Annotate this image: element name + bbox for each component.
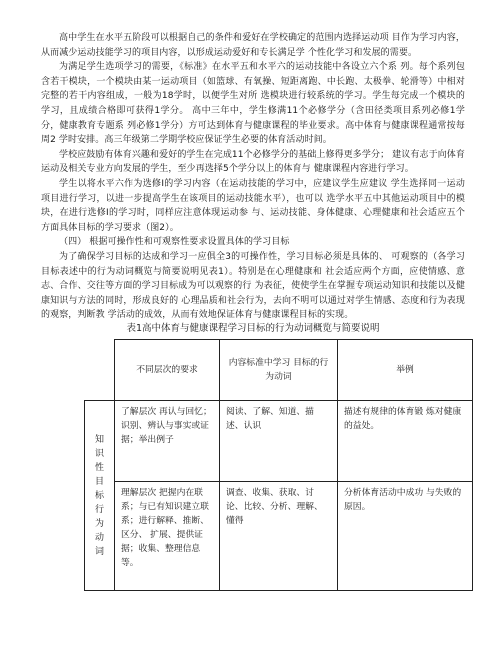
table-row: [85, 401, 473, 482]
cell-example: 描述有规律的体育锻 炼对健康的益处。: [338, 401, 473, 482]
table-header-row: [85, 340, 473, 401]
paragraph-5: 为了确保学习目标的达成和学习一应俱全3的可操作性，学习目标必须是具体的、 可观察的（各学习目标表述中的行为动词概览与简要说明见表1）。特别是在心理健康和 社会适应两个方面，应使情感、意志、合作、交往等方面的学习目标成为可以观察的行 为表征，使使学生在掌握专项运动知识和技能以及健康知识与方法的同时，形成良好的 心理品质和社会行为，去向不明可以通过对学生情感、态度和行为表现的观察，判断教 学活动的成效，从而有效地保证体育与健康课程目标的实现。: [41, 251, 465, 321]
row-group-label: 知识性目标行为动词: [94, 434, 104, 557]
header-example: 举例: [338, 340, 473, 401]
paragraph-4: 学生以将水平六作为选修I的学习内容（在运动技能的学习中，应建议学生应建议 学生选择同一运动项目进行学习，以进一步提高学生在该项目的运动技能水平），也可以 选学水平五中其他运动项目中的模块，在进行选修I的学习时，同样应注意体现运动参 与、运动技能、身体健康、心理健康和社会适应五个方面具体目标的学习要求（图2）。: [41, 178, 465, 233]
table-row: [85, 482, 473, 591]
row-group-label-cell: [85, 401, 115, 591]
cell-example: 分析体育活动中成功 与失败的原因。: [338, 482, 473, 591]
header-verbs: 内容标准中学习 目标的行为动词: [220, 340, 338, 401]
table-corner: [85, 340, 115, 401]
cell-level: 了解层次 再认与回忆；识别、辨认与事实或证据；举出例子: [115, 401, 220, 482]
table-caption: 表1高中体育与健康课程学习目标的行为动词概览与简要说明: [126, 323, 380, 334]
verb-table: [84, 339, 473, 591]
body-text: [41, 31, 465, 323]
paragraph-2: 为满足学生选项学习的需要，《标准》在水平五和水平六的运动技能中各设立六个系 列。每个系列包含若干模块，一个模块由某一运动项目（如篮球、有氧操、短距离跑、中长跑、太极拳、轮滑等）中相对完整的若干内容组成，一般为18学时，以便学生对所 选模块进行较系统的学习。学生每完成一个模块的学习，且成绩合格即可获得1学分。 高中三年中，学生修满11个必修学分（含田径类项目系列必修1学分，健康教育专题系 列必修1学分）方可达到体育与健康课程的毕业要求。高中体育与健康课程通常按每周2 学时安排。高三年级第二学期学校应保证学生必要的体育活动时间。: [41, 62, 465, 146]
paragraph-3: 学校应鼓励有体育兴趣和爱好的学生在完成11个必修学分的基础上修得更多学分； 建议有志于向体育运动及相关专业方向发展的学生，至少再选择5个学分以上的体育与 健康课程内容进行学习。: [41, 149, 465, 175]
paragraph-1: 高中学生在水平五阶段可以根据自己的条件和爱好在学校确定的范围内选择运动项 目作为学习内容，从而减少运动技能学习的项目内容，以形成运动爱好和专长满足学 个性化学习和发展的需要。: [41, 33, 465, 58]
cell-level: 理解层次 把握内在联系；与已有知识建立联系；进行解释、推断、区分、 扩展、提供证据；收集、整理信息等。: [115, 482, 220, 591]
cell-verbs: 调查、收集、获取、讨论、比较、分析、理解、 懂得: [220, 482, 338, 591]
section-heading: （四） 根据可操作性和可观察性要求设置具体的学习目标: [59, 237, 290, 248]
header-level: 不同层次的要求: [115, 340, 220, 401]
cell-verbs: 阅读、了解、知道、描述、认识: [220, 401, 338, 482]
